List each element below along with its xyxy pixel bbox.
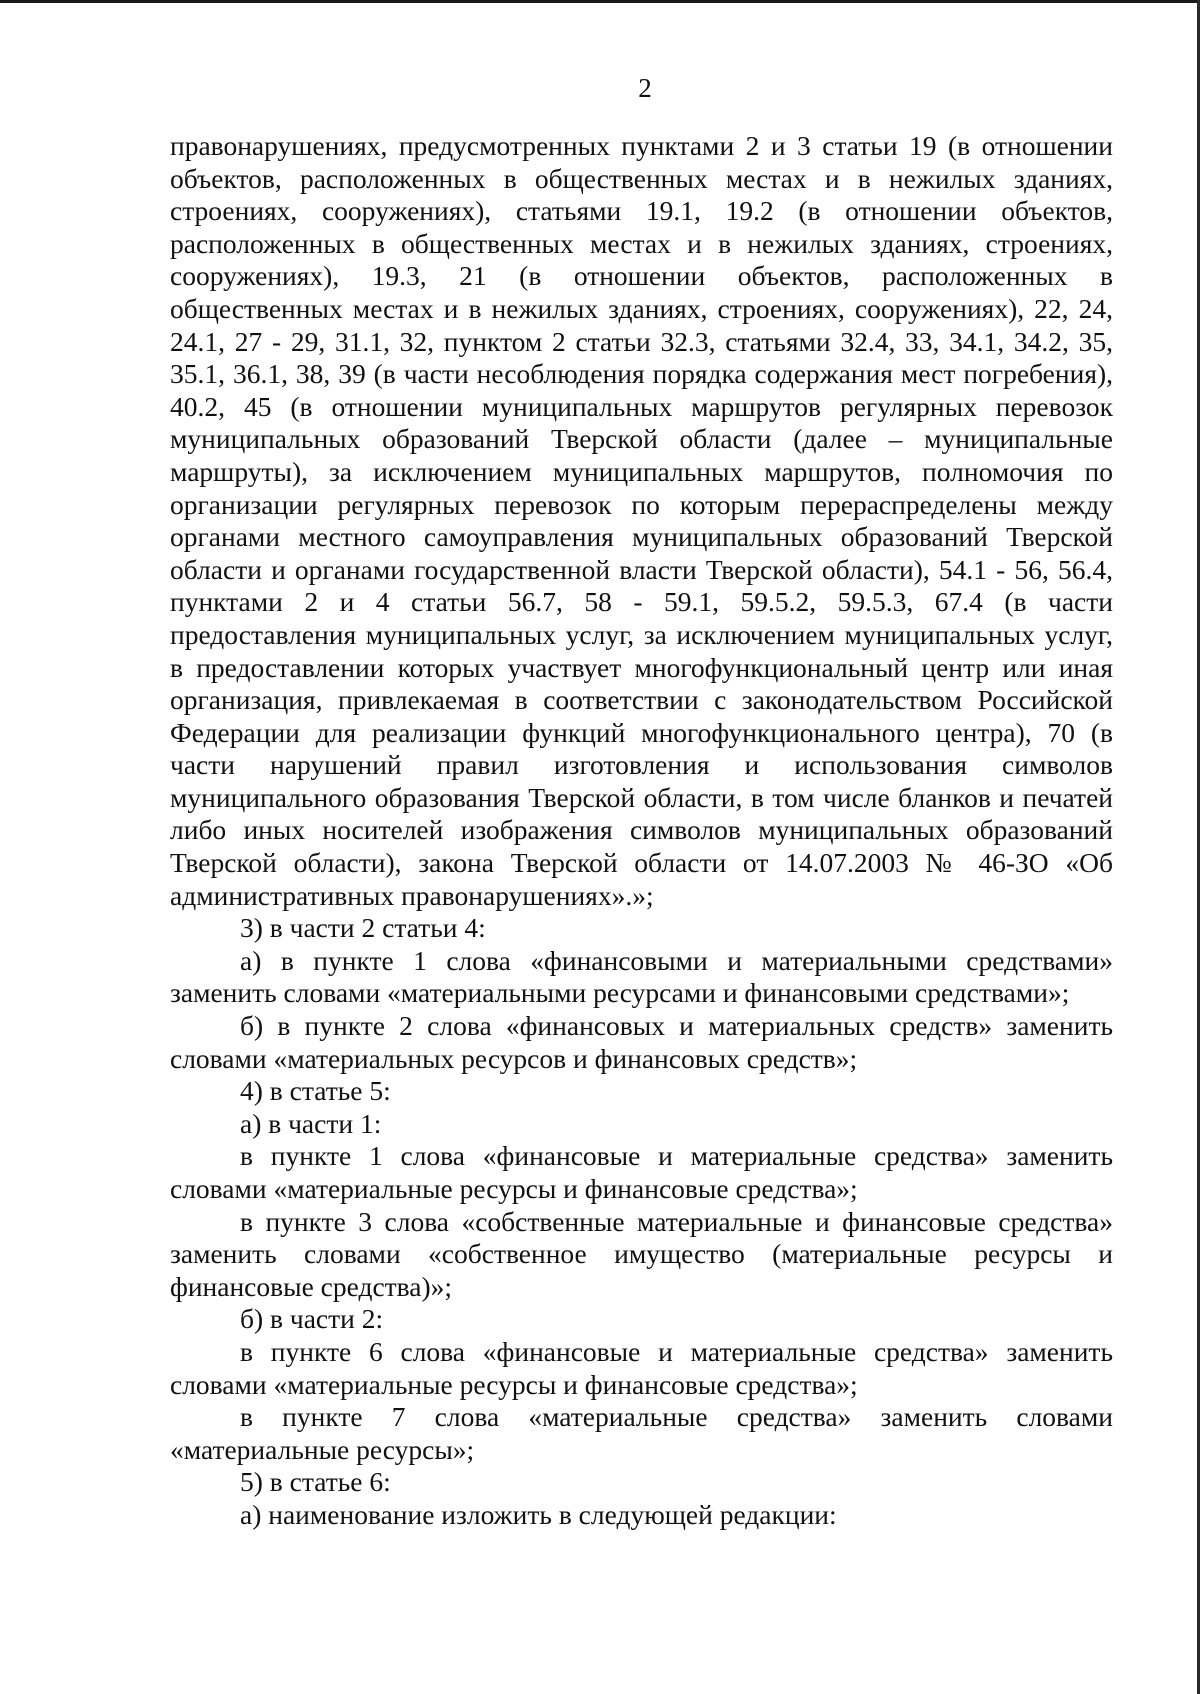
document-body bbox=[170, 130, 1113, 1532]
paragraph: 4) в статье 5: bbox=[240, 1075, 391, 1107]
paragraph: а) наименование изложить в следующей редакции: bbox=[240, 1498, 837, 1530]
paragraph: а) в пункте 1 слова «финансовыми и материальными средствами» заменить словами «материальными ресурсами и финансовыми средствами»; bbox=[170, 944, 1113, 1009]
paragraph: в пункте 7 слова «материальные средства» заменить словами «материальные ресурсы»; bbox=[170, 1401, 1113, 1465]
paragraph: б) в части 2: bbox=[240, 1303, 384, 1335]
paragraph: 5) в статье 6: bbox=[240, 1466, 391, 1498]
paragraph: а) в части 1: bbox=[240, 1107, 382, 1139]
paragraph: правонарушениях, предусмотренных пунктами 2 и 3 статьи 19 (в отношении объектов, расположенных в общественных местах и в нежилых зданиях, строениях, сооружениях), статьями 19.1, 19.2 (в отношении объектов, расположенных в общественных местах и в нежилых зданиях, строениях, сооружениях), 19.3, 21 (в отношении объектов, расположенных в общественных местах и в нежилых зданиях, строениях, сооружениях), 22, 24, 24.1, 27 - 29, 31.1, 32, пунктом 2 статьи 32.3, статьями 32.4, 33, 34.1, 34.2, 35, 35.1, 36.1, 38, 39 (в части несоблюдения порядка содержания мест погребения), 40.2, 45 (в отношении муниципальных маршрутов регулярных перевозок муниципальных образований Тверской области (далее – муниципальные маршруты), за исключением муниципальных маршрутов, полномочия по организации регулярных перевозок по которым перераспределены между органами местного самоуправления муниципальных образований Тверской области и органами государственной власти Тверской области), 54.1 - 56, 56.4, пунктами 2 и 4 статьи 56.7, 58 - 59.1, 59.5.2, 59.5.3, 67.4 (в части предоставления муниципальных услуг, за исключением муниципальных услуг, в предоставлении которых участвует многофункциональный центр или иная организация, привлекаемая в соответствии с законодательством Российской Федерации для реализации функций многофункционального центра), 70 (в части нарушений правил изготовления и использования символов муниципального образования Тверской области, в том числе бланков и печатей либо иных носителей изображения символов муниципальных образований Тверской области), закона Тверской области от 14.07.2003 № 46-ЗО «Об административных правонарушениях».»; bbox=[170, 130, 1113, 911]
paragraph: б) в пункте 2 слова «финансовых и материальных средств» заменить словами «материальных ресурсов и финансовых средств»; bbox=[170, 1010, 1113, 1074]
paragraph: 3) в части 2 статьи 4: bbox=[240, 912, 486, 944]
page-number: 2 bbox=[638, 73, 652, 103]
scan-edge-top bbox=[0, 0, 1200, 3]
paragraph: в пункте 1 слова «финансовые и материальные средства» заменить словами «материальные ресурсы и финансовые средства»; bbox=[170, 1140, 1113, 1204]
paragraph: в пункте 3 слова «собственные материальные и финансовые средства» заменить словами «собственное имущество (материальные ресурсы и финансовые средства)»; bbox=[170, 1205, 1113, 1302]
paragraph: в пункте 6 слова «финансовые и материальные средства» заменить словами «материальные ресурсы и финансовые средства»; bbox=[170, 1335, 1113, 1400]
